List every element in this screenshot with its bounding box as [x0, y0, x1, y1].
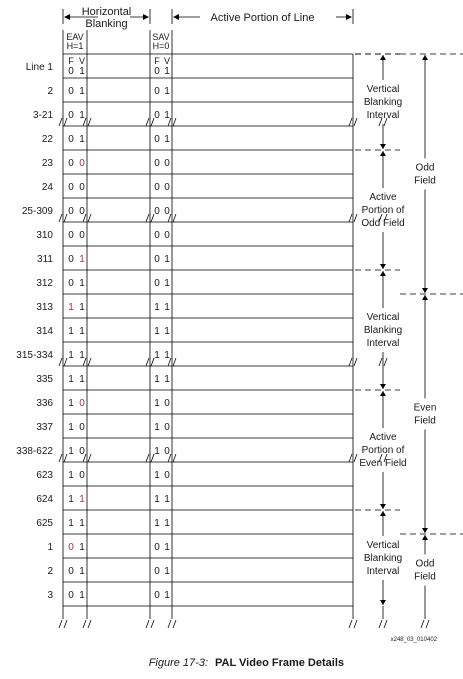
eav-bit: 1 — [68, 470, 74, 481]
row-break-mark — [146, 118, 149, 126]
interval-arrow-head — [380, 391, 386, 396]
row-break-mark — [88, 358, 91, 366]
sav-bit: 1 — [154, 446, 160, 457]
sav-bit: 1 — [154, 398, 160, 409]
row-label: 23 — [41, 158, 53, 169]
interval-label: Vertical — [366, 540, 400, 551]
eav-label: EAV — [66, 32, 84, 42]
row-break-mark — [349, 214, 352, 222]
sav-bit: 1 — [164, 254, 170, 265]
sav-fv-header: F — [154, 56, 160, 66]
field-label: Field — [414, 175, 436, 187]
interval-label: Vertical — [366, 84, 400, 95]
eav-bit: 1 — [79, 350, 85, 361]
row-break-mark — [151, 214, 154, 222]
row-break-mark — [354, 118, 357, 126]
interval-label: Vertical — [366, 312, 400, 323]
row-break-mark — [146, 358, 149, 366]
bottom-break-mark — [349, 620, 352, 628]
eav-bit-changed: 1 — [79, 254, 85, 265]
eav-fv-header: V — [78, 56, 86, 66]
eav-bit: 0 — [79, 446, 85, 457]
active-portion-of-line-label: Active Portion of Line — [210, 12, 315, 24]
eav-bit: 0 — [79, 470, 85, 481]
row-label: 312 — [36, 278, 53, 289]
bottom-break-mark — [379, 620, 382, 628]
sav-bit: 0 — [154, 134, 160, 145]
bottom-break-mark — [151, 620, 154, 628]
interval-arrow-head — [380, 271, 386, 276]
sav-bit: 0 — [154, 110, 160, 121]
sav-bit: 0 — [164, 206, 170, 217]
eav-bit: 1 — [79, 326, 85, 337]
bottom-break-mark — [421, 620, 424, 628]
sav-bit: 1 — [164, 518, 170, 529]
bottom-break-mark — [64, 620, 67, 628]
interval-arrow-head — [380, 144, 386, 149]
sav-bit: 1 — [154, 302, 160, 313]
eav-bit: 1 — [79, 278, 85, 289]
sav-bit: 1 — [164, 278, 170, 289]
row-label: 335 — [36, 374, 53, 385]
eav-bit: 0 — [79, 182, 85, 193]
bottom-break-mark — [59, 620, 62, 628]
eav-bit: 1 — [68, 326, 74, 337]
row-label: 314 — [36, 326, 53, 337]
row-break-mark — [151, 358, 154, 366]
row-break-mark — [59, 214, 62, 222]
row-label: 3-21 — [32, 110, 53, 121]
row-break-mark — [379, 358, 382, 366]
sav-fv-header: V — [163, 56, 171, 66]
eav-bit: 0 — [68, 230, 74, 241]
bottom-break-mark — [384, 620, 387, 628]
sav-bit: 1 — [164, 326, 170, 337]
eav-bit: 1 — [79, 302, 85, 313]
sav-bit: 0 — [164, 182, 170, 193]
sav-bit: 1 — [154, 518, 160, 529]
sav-bit: 1 — [164, 66, 170, 77]
eav-bit: 1 — [68, 422, 74, 433]
interval-arrow-head — [380, 55, 386, 60]
row-break-mark — [88, 214, 91, 222]
eav-bit: 1 — [68, 518, 74, 529]
row-break-mark — [88, 118, 91, 126]
sav-bit: 0 — [154, 206, 160, 217]
field-arrow-head — [422, 535, 428, 540]
row-break-mark — [354, 358, 357, 366]
eav-bit: 1 — [79, 518, 85, 529]
eav-bit: 1 — [68, 446, 74, 457]
sav-bit: 1 — [164, 590, 170, 601]
sav-bit: 0 — [164, 422, 170, 433]
row-break-mark — [354, 454, 357, 462]
eav-bit: 0 — [68, 182, 74, 193]
row-break-mark — [349, 358, 352, 366]
bottom-break-mark — [83, 620, 86, 628]
eav-bit: 1 — [68, 374, 74, 385]
field-arrow-head — [422, 295, 428, 300]
sav-bit: 1 — [164, 494, 170, 505]
row-break-mark — [146, 214, 149, 222]
row-break-mark — [349, 454, 352, 462]
sav-bit: 0 — [164, 446, 170, 457]
interval-label: Portion of — [361, 205, 405, 216]
row-label: 336 — [36, 398, 53, 409]
eav-bit-changed: 0 — [79, 158, 85, 169]
active-line-arrow-head — [346, 14, 352, 20]
row-break-mark — [64, 454, 67, 462]
field-label: Odd — [415, 162, 435, 174]
eav-bit-changed: 1 — [68, 302, 74, 313]
field-label: Field — [414, 415, 436, 427]
sav-bit: 1 — [154, 422, 160, 433]
eav-bit: 0 — [79, 206, 85, 217]
sav-bit: 1 — [164, 542, 170, 553]
eav-bit: 1 — [79, 134, 85, 145]
eav-bit: 1 — [79, 66, 85, 77]
horizontal-blanking-label: Blanking — [85, 18, 128, 30]
sav-bit: 1 — [164, 110, 170, 121]
row-break-mark — [151, 454, 154, 462]
interval-label: Blanking — [363, 97, 403, 108]
row-label: 311 — [37, 254, 53, 265]
eav-bit: 1 — [68, 398, 74, 409]
row-label: 1 — [47, 542, 53, 553]
eav-bit-changed: 1 — [79, 494, 85, 505]
eav-bit: 1 — [79, 374, 85, 385]
row-break-mark — [349, 118, 352, 126]
row-label: 22 — [41, 134, 53, 145]
interval-label: Interval — [366, 338, 400, 349]
row-label: 3 — [47, 590, 53, 601]
bottom-break-mark — [426, 620, 429, 628]
row-break-mark — [173, 118, 176, 126]
interval-label: Blanking — [363, 553, 403, 564]
row-break-mark — [354, 214, 357, 222]
sav-bit: 0 — [154, 158, 160, 169]
interval-label: Even Field — [359, 458, 407, 469]
row-label: 2 — [47, 86, 53, 97]
row-label: 24 — [41, 182, 53, 193]
sav-bit: 0 — [154, 278, 160, 289]
interval-label: Portion of — [361, 445, 405, 456]
interval-arrow-head — [380, 264, 386, 269]
row-break-mark — [59, 454, 62, 462]
caption-title: PAL Video Frame Details — [215, 657, 344, 669]
sav-bit: 1 — [154, 326, 160, 337]
bottom-break-mark — [88, 620, 91, 628]
eav-bit: 1 — [79, 542, 85, 553]
row-break-mark — [384, 358, 387, 366]
row-break-mark — [88, 454, 91, 462]
bottom-break-mark — [173, 620, 176, 628]
sav-bit: 1 — [164, 134, 170, 145]
sav-bit: 0 — [154, 254, 160, 265]
interval-label: Interval — [366, 566, 400, 577]
sav-bit: 0 — [164, 398, 170, 409]
row-break-mark — [173, 214, 176, 222]
eav-bit: 1 — [68, 350, 74, 361]
eav-bit: 0 — [68, 206, 74, 217]
row-label: 25-309 — [21, 206, 53, 217]
sav-bit: 0 — [164, 470, 170, 481]
sav-bit: 0 — [154, 230, 160, 241]
interval-arrow-head — [380, 511, 386, 516]
eav-bit-changed: 0 — [79, 398, 85, 409]
horizontal-blanking-label: Horizontal — [81, 6, 132, 18]
row-label: 2 — [47, 566, 53, 577]
eav-bit: 1 — [79, 86, 85, 97]
eav-h-label: H=1 — [66, 41, 84, 51]
sav-bit: 1 — [154, 350, 160, 361]
eav-bit: 0 — [68, 254, 74, 265]
sav-bit: 1 — [164, 374, 170, 385]
sav-bit: 0 — [154, 182, 160, 193]
bottom-break-mark — [354, 620, 357, 628]
eav-bit: 0 — [68, 158, 74, 169]
row-break-mark — [59, 118, 62, 126]
sav-bit: 0 — [154, 66, 160, 77]
interval-label: Blanking — [363, 325, 403, 336]
eav-bit: 0 — [68, 590, 74, 601]
field-arrow-head — [422, 288, 428, 293]
sav-bit: 1 — [154, 494, 160, 505]
sav-bit: 0 — [164, 158, 170, 169]
eav-bit: 1 — [79, 110, 85, 121]
sav-bit: 1 — [164, 302, 170, 313]
field-label: Odd — [415, 558, 435, 570]
interval-arrow-head — [380, 600, 386, 605]
eav-bit: 0 — [68, 110, 74, 121]
field-arrow-head — [422, 528, 428, 533]
sav-bit: 1 — [164, 566, 170, 577]
interval-arrow-head — [380, 504, 386, 509]
sav-bit: 0 — [154, 566, 160, 577]
row-break-mark — [146, 454, 149, 462]
sav-h-label: H=0 — [152, 41, 170, 51]
eav-bit: 1 — [79, 566, 85, 577]
row-break-mark — [151, 118, 154, 126]
row-label: 623 — [36, 470, 53, 481]
interval-label: Active — [369, 192, 397, 203]
sav-bit: 1 — [154, 470, 160, 481]
eav-bit: 0 — [68, 566, 74, 577]
row-break-mark — [64, 214, 67, 222]
field-label: Field — [414, 571, 436, 583]
eav-bit-changed: 0 — [68, 542, 74, 553]
sav-bit: 1 — [164, 350, 170, 361]
row-label: 315-334 — [16, 350, 53, 361]
row-break-mark — [59, 358, 62, 366]
row-break-mark — [64, 358, 67, 366]
eav-bit: 0 — [68, 134, 74, 145]
hblank-arrow-head — [64, 14, 70, 20]
row-label: 338-622 — [16, 446, 53, 457]
row-break-mark — [173, 358, 176, 366]
row-break-mark — [64, 118, 67, 126]
row-label: 624 — [36, 494, 53, 505]
row-label: 310 — [36, 230, 53, 241]
row-label: 313 — [36, 302, 53, 313]
eav-bit: 0 — [68, 278, 74, 289]
eav-bit: 1 — [68, 494, 74, 505]
field-arrow-head — [422, 55, 428, 60]
interval-label: Odd Field — [361, 218, 405, 229]
field-label: Even — [413, 402, 437, 414]
row-label: Line 1 — [25, 62, 53, 73]
eav-bit: 0 — [68, 66, 74, 77]
sav-bit: 1 — [164, 86, 170, 97]
bottom-break-mark — [146, 620, 149, 628]
sav-bit: 0 — [154, 542, 160, 553]
interval-label: Active — [369, 432, 397, 443]
hblank-arrow-head — [143, 14, 149, 20]
caption-prefix: Figure 17-3: — [148, 657, 208, 669]
sav-bit: 0 — [164, 230, 170, 241]
eav-bit: 0 — [79, 230, 85, 241]
active-line-arrow-head — [173, 14, 179, 20]
eav-bit: 0 — [68, 86, 74, 97]
eav-bit: 1 — [79, 590, 85, 601]
interval-label: Interval — [366, 110, 400, 121]
figure-code: x248_03_010402 — [390, 637, 437, 643]
sav-bit: 0 — [154, 86, 160, 97]
row-label: 625 — [36, 518, 53, 529]
bottom-break-mark — [168, 620, 171, 628]
eav-fv-header: F — [68, 56, 74, 66]
interval-arrow-head — [380, 384, 386, 389]
sav-bit: 0 — [154, 590, 160, 601]
row-label: 337 — [36, 422, 53, 433]
row-break-mark — [173, 454, 176, 462]
sav-label: SAV — [152, 32, 170, 42]
eav-bit: 0 — [79, 422, 85, 433]
sav-bit: 1 — [154, 374, 160, 385]
interval-arrow-head — [380, 151, 386, 156]
